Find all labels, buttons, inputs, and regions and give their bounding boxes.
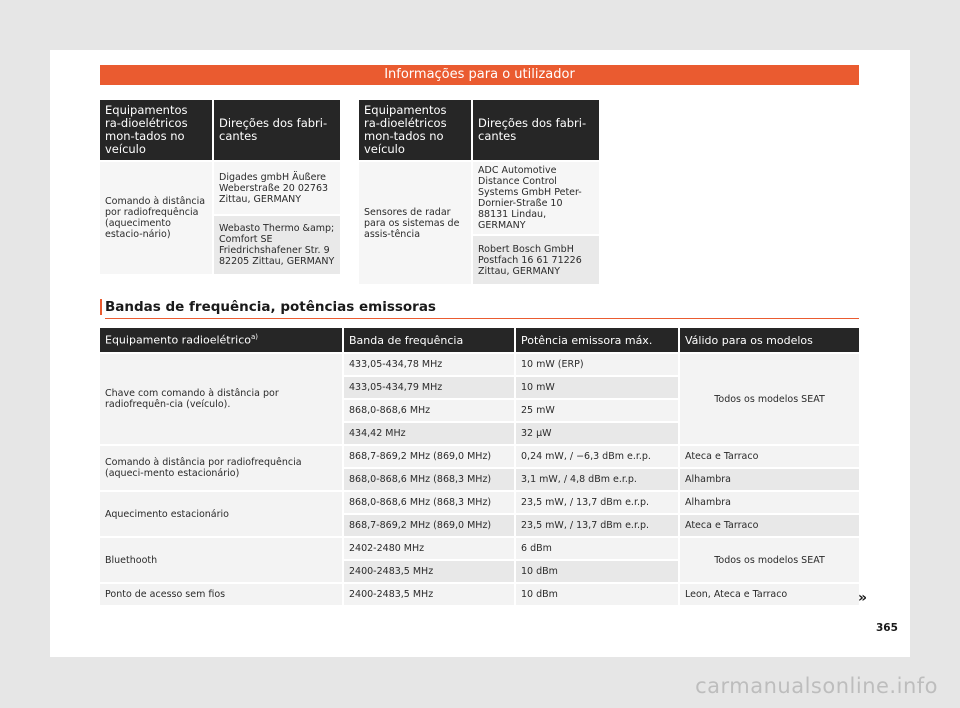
band-cell: 433,05-434,78 MHz (344, 354, 514, 375)
power-cell: 6 dBm (516, 538, 678, 559)
section-title: Bandas de frequência, potências emissoras (105, 299, 859, 319)
power-cell: 10 mW (516, 377, 678, 398)
models-cell: Todos os modelos SEAT (680, 538, 859, 582)
models-cell: Ateca e Tarraco (680, 446, 859, 467)
page-header: Informações para o utilizador (100, 65, 859, 85)
table-row (100, 446, 859, 467)
footnote-marker: a) (250, 333, 259, 342)
band-cell: 868,0-868,6 MHz (868,3 MHz) (344, 469, 514, 490)
right-table-value-2: Robert Bosch GmbH Postfach 16 61 71226 Zittau, GERMANY (473, 236, 599, 284)
band-cell: 868,0-868,6 MHz (868,3 MHz) (344, 492, 514, 513)
frequency-table (98, 326, 861, 607)
band-cell: 868,0-868,6 MHz (344, 400, 514, 421)
table-row (100, 354, 859, 375)
power-cell: 23,5 mW, / 13,7 dBm e.r.p. (516, 492, 678, 513)
header-equipment: Equipamento radioelétrico$^{a)}$ (100, 328, 342, 352)
band-cell: 2400-2483,5 MHz (344, 561, 514, 582)
equipment-cell: Bluethooth (100, 538, 342, 582)
models-cell: Ateca e Tarraco (680, 515, 859, 536)
equipment-cell: Comando à distância por radiofrequência (aqueci-mento estacionário) (100, 446, 342, 490)
header-band: Banda de frequência (344, 328, 514, 352)
page-number: 365 (876, 622, 898, 634)
power-cell: 10 dBm (516, 561, 678, 582)
left-table-row-label: Comando à distância por radiofrequência (aquecimento estacio-nário) (100, 162, 212, 274)
power-cell: 3,1 mW, / 4,8 dBm e.r.p. (516, 469, 678, 490)
power-cell: 0,24 mW, / −6,3 dBm e.r.p. (516, 446, 678, 467)
header-power: Potência emissora máx. (516, 328, 678, 352)
table-row (100, 584, 859, 605)
left-table-header-equipment: Equipamentos ra-dioelétricos mon-tados no veículo (100, 100, 212, 160)
models-cell: Alhambra (680, 469, 859, 490)
watermark: carmanualsonline.info (695, 674, 938, 698)
band-cell: 2400-2483,5 MHz (344, 584, 514, 605)
equipment-cell: Ponto de acesso sem fios (100, 584, 342, 605)
models-cell: Todos os modelos SEAT (680, 354, 859, 444)
power-cell: 32 μW (516, 423, 678, 444)
power-cell: 23,5 mW, / 13,7 dBm e.r.p. (516, 515, 678, 536)
band-cell: 868,7-869,2 MHz (869,0 MHz) (344, 515, 514, 536)
models-cell: Alhambra (680, 492, 859, 513)
table-row (100, 538, 859, 559)
left-table-value-2: Webasto Thermo &amp; Comfort SE Friedrichshafener Str. 9 82205 Zittau, GERMANY (214, 216, 340, 274)
band-cell: 868,7-869,2 MHz (869,0 MHz) (344, 446, 514, 467)
right-table-row-label: Sensores de radar para os sistemas de assis-tência (359, 162, 471, 284)
right-manufacturer-table (357, 98, 601, 286)
band-cell: 433,05-434,79 MHz (344, 377, 514, 398)
band-cell: 2402-2480 MHz (344, 538, 514, 559)
right-table-header-equipment: Equipamentos ra-dioelétricos mon-tados no veículo (359, 100, 471, 160)
band-cell: 434,42 MHz (344, 423, 514, 444)
right-table-value-1: ADC Automotive Distance Control Systems GmbH Peter-Dornier-Straße 10 88131 Lindau, GERMANY (473, 162, 599, 234)
table-row (100, 492, 859, 513)
right-table-header-manufacturer: Direções dos fabri-cantes (473, 100, 599, 160)
continue-marker: » (858, 590, 868, 606)
equipment-cell: Chave com comando à distância por radiofrequên-cia (veículo). (100, 354, 342, 444)
left-manufacturer-table (98, 98, 342, 276)
power-cell: 25 mW (516, 400, 678, 421)
models-cell: Leon, Ateca e Tarraco (680, 584, 859, 605)
power-cell: 10 mW (ERP) (516, 354, 678, 375)
equipment-cell: Aquecimento estacionário (100, 492, 342, 536)
header-models: Válido para os modelos (680, 328, 859, 352)
document-page (50, 50, 910, 657)
power-cell: 10 dBm (516, 584, 678, 605)
left-table-header-manufacturer: Direções dos fabri-cantes (214, 100, 340, 160)
left-table-value-1: Digades gmbH Äußere Weberstraße 20 02763 Zittau, GERMANY (214, 162, 340, 214)
